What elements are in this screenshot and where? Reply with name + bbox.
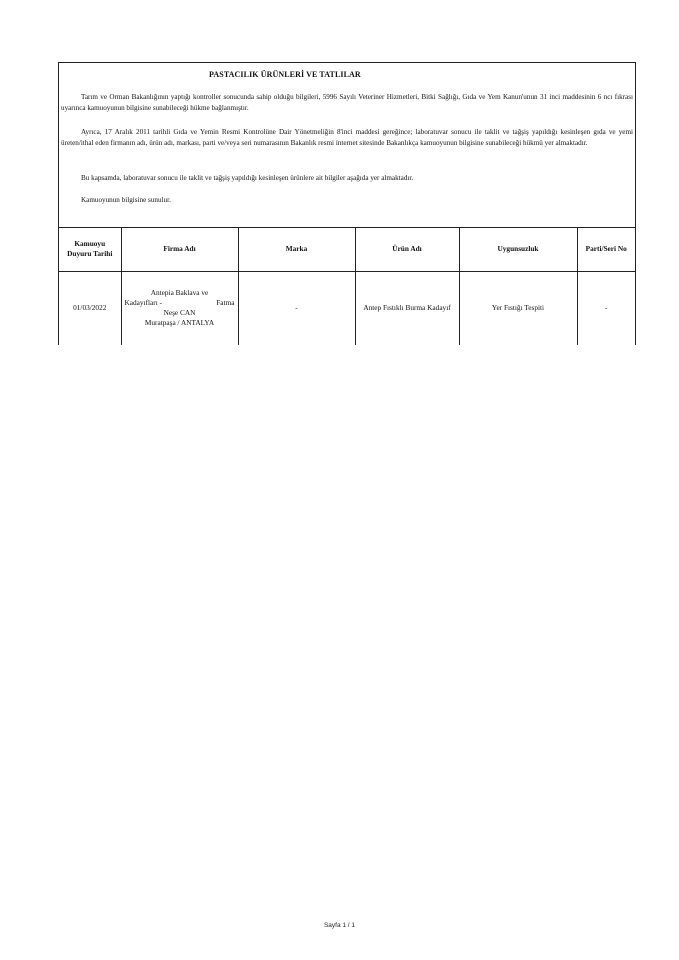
intro-section [59,63,635,228]
cell-nonconformity: Yer Fıstığı Tespiti [459,271,577,345]
cell-company-name [121,271,238,345]
header-product-name: Ürün Adı [355,228,459,271]
table-row [59,271,635,345]
cell-product-name: Antep Fıstıklı Burma Kadayıf [355,271,459,345]
header-announcement-date: Kamuoyu Duyuru Tarihi [59,228,121,271]
cell-date: 01/03/2022 [59,271,121,345]
document-frame [58,62,636,345]
header-company-name: Firma Adı [121,228,238,271]
document-title: PASTACILIK ÜRÜNLERİ VE TATLILAR [209,70,361,79]
notice-table [59,228,635,345]
page-number: Sayfa 1 / 1 [323,922,356,929]
company-name-line: Antepia Baklava ve [150,288,209,298]
paragraph-regulation: Ayrıca, 17 Aralık 2011 tarihli Gıda ve Yemin Resmi Kontrolüne Dair Yönetmeliğin 8'inci maddesi gereğince; laboratuvar sonucu ile taklit ve tağşiş yapıldığı kesinleşen gıda ve yemi üreten/ithal eden firmanın adı, ürün adı, markası, parti ve/veya seri numarasının Bakanlık resmi internet sitesinde Bakanlıkça kamuoyunun bilgisine sunabileceği hükmü yer almaktadır. [61,128,633,147]
paragraph-scope: Bu kapsamda, laboratuvar sonucu ile taklit ve tağşiş yapıldığı kesinleşen ürünlere ait bilgiler aşağıda yer almaktadır. [81,174,414,182]
paragraph-legal-basis: Tarım ve Orman Bakanlığının yaptığı kontroller sonucunda sahip olduğu bilgileri, 5996 Sayılı Veteriner Hizmetleri, Bitki Sağlığı, Gıda ve Yem Kanun'unun 31 inci maddesinin 6 ncı fıkrası uyarınca kamuoyunun bilgisine sunabileceği hükme bağlanmıştır. [61,93,633,112]
company-name-line [125,298,235,308]
header-brand: Marka [238,228,355,271]
company-name-part: Fatma [216,298,235,308]
table-header-row [59,228,635,271]
company-name-line: Neşe CAN [163,308,196,318]
company-name-line: Muratpaşa / ANTALYA [144,318,215,328]
cell-brand: - [238,271,355,345]
company-name-part: Kadayıfları - [124,298,162,308]
header-batch-number: Parti/Seri No [577,228,635,271]
header-nonconformity: Uygunsuzluk [459,228,577,271]
paragraph-announcement: Kamuoyunun bilgisine sunulur. [81,196,171,204]
cell-batch-number: - [605,303,608,313]
